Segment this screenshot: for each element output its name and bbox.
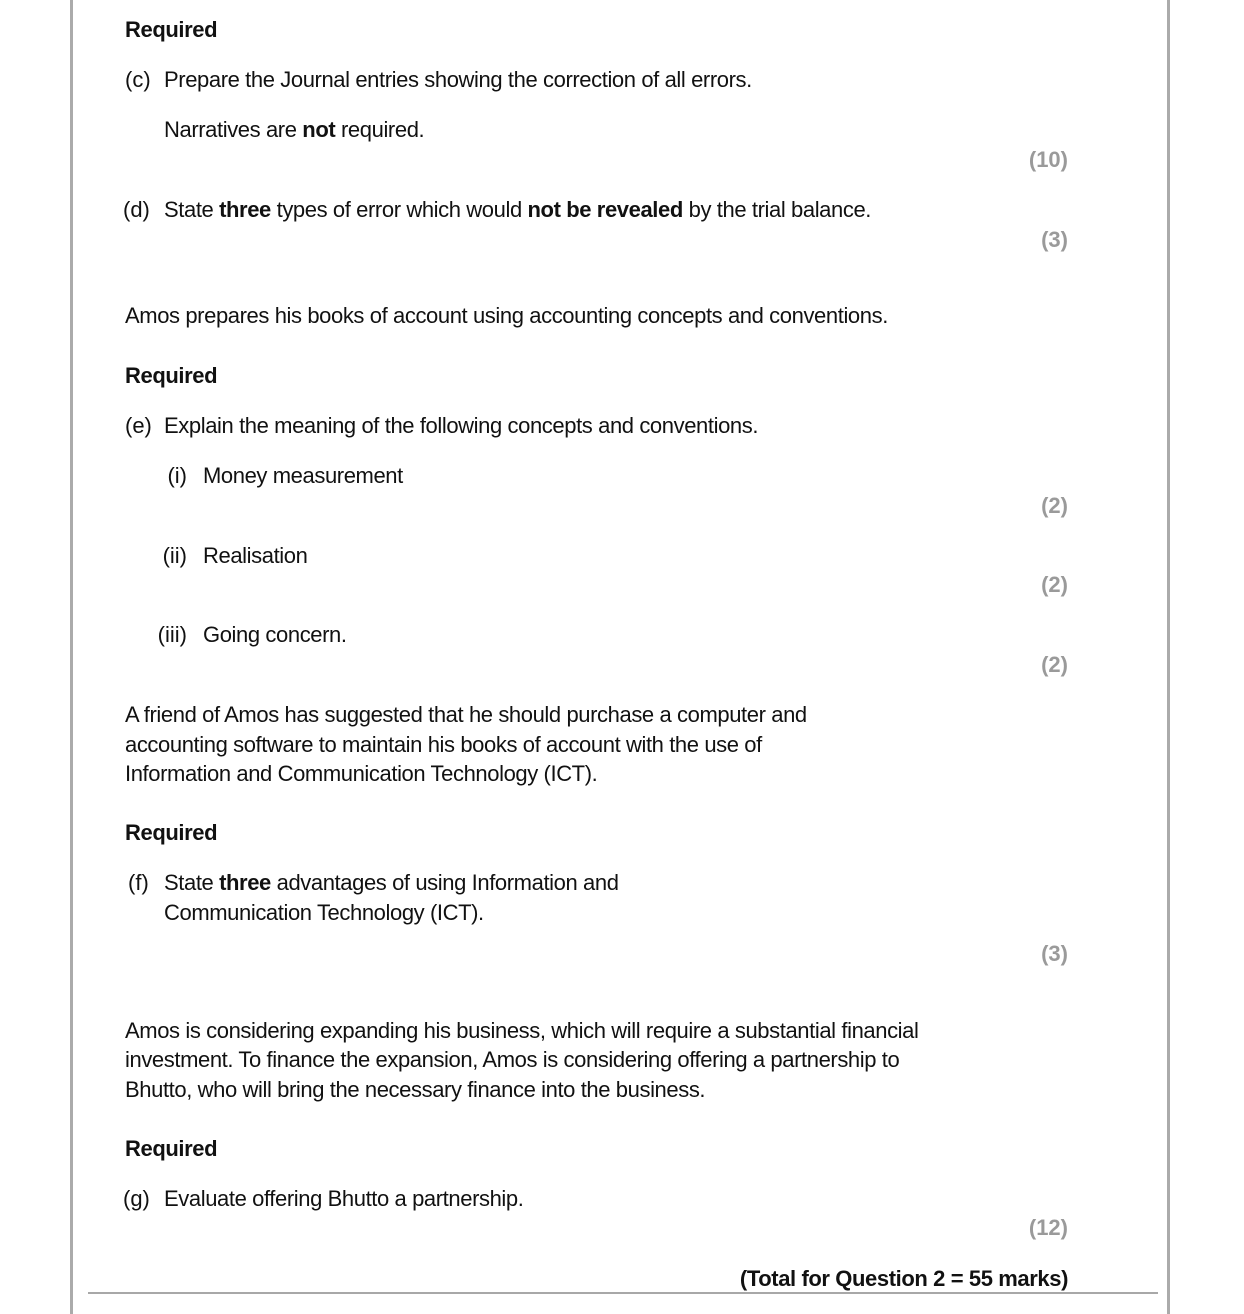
sub-label: (i) <box>167 463 187 488</box>
paragraph-line: accounting software to maintain his books of account with the use of <box>125 732 762 757</box>
sub-label: (ii) <box>162 543 187 568</box>
paragraph-line: A friend of Amos has suggested that he should purchase a computer and <box>125 702 807 727</box>
required-heading: Required <box>125 363 218 388</box>
paragraph-line: Amos is considering expanding his business, which will require a substantial financial <box>125 1018 919 1043</box>
part-label: (e) <box>125 413 152 438</box>
question-total: (Total for Question 2 = 55 marks) <box>739 1266 1068 1291</box>
marks: (10) <box>1028 147 1068 172</box>
sub-label: (iii) <box>157 622 187 647</box>
marks: (2) <box>1041 493 1068 518</box>
paragraph-line: Information and Communication Technology (ICT). <box>125 761 598 786</box>
sub-item: Going concern. <box>203 622 347 647</box>
question-c: Prepare the Journal entries showing the correction of all errors. <box>164 67 752 92</box>
divider <box>88 1292 1158 1294</box>
part-label: (f) <box>128 870 149 895</box>
sub-item: Realisation <box>203 543 308 568</box>
marks: (3) <box>1041 941 1068 966</box>
marks: (3) <box>1041 227 1068 252</box>
required-heading: Required <box>125 1136 218 1161</box>
marks: (2) <box>1041 572 1068 597</box>
question-d: State three types of error which would not be revealed by the trial balance. <box>164 197 871 222</box>
question-f-line2: Communication Technology (ICT). <box>164 900 484 925</box>
question-f: State three advantages of using Information and <box>164 870 619 895</box>
part-label: (g) <box>123 1186 150 1211</box>
required-heading: Required <box>125 820 218 845</box>
part-label: (c) <box>125 67 151 92</box>
paragraph: Amos prepares his books of account using accounting concepts and conventions. <box>125 303 888 328</box>
marks: (12) <box>1028 1215 1068 1240</box>
paragraph-line: investment. To finance the expansion, Amos is considering offering a partnership to <box>125 1047 900 1072</box>
paragraph-line: Bhutto, who will bring the necessary finance into the business. <box>125 1077 706 1102</box>
question-e: Explain the meaning of the following concepts and conventions. <box>164 413 759 438</box>
required-heading: Required <box>125 17 218 42</box>
question-g: Evaluate offering Bhutto a partnership. <box>164 1186 524 1211</box>
sub-item: Money measurement <box>203 463 403 488</box>
part-label: (d) <box>123 197 150 222</box>
marks: (2) <box>1041 652 1068 677</box>
note-c: Narratives are not required. <box>164 117 425 142</box>
